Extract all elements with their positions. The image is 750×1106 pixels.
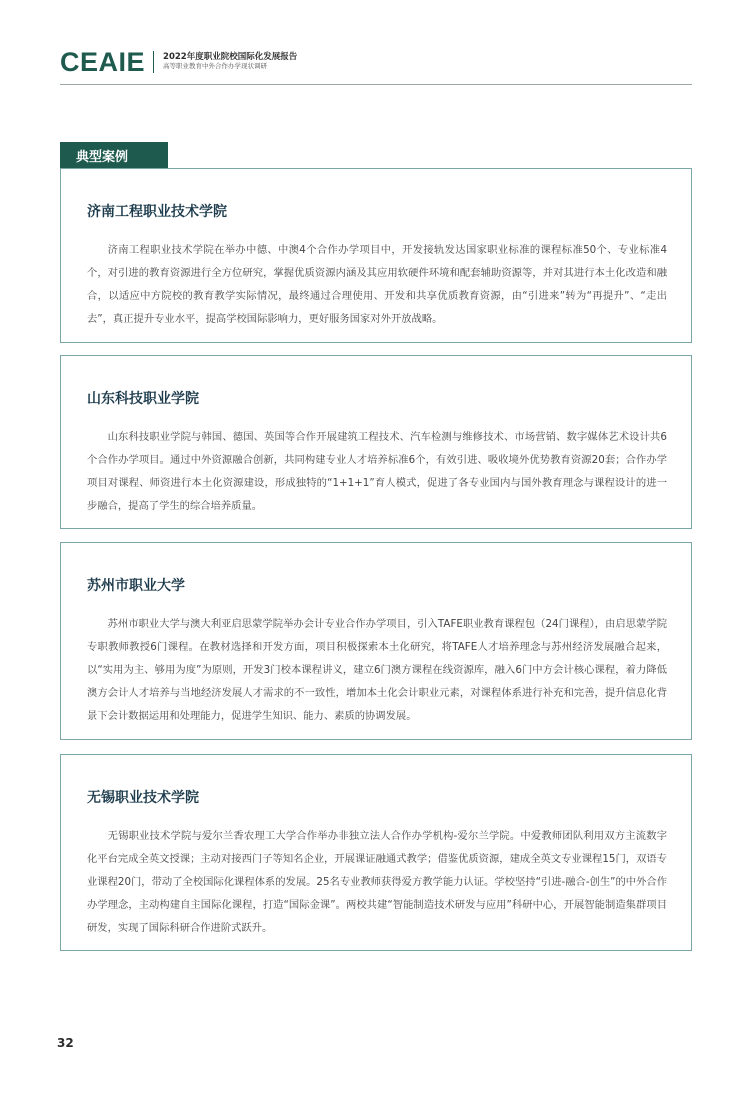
- case-title: 济南工程职业技术学院: [87, 204, 227, 220]
- case-body: 山东科技职业学院与韩国、德国、英国等合作开展建筑工程技术、汽车检测与维修技术、市场营销、数字媒体艺术设计共6个合作办学项目。通过中外资源融合创新，共同构建专业人才培养标准6个，有效引进、吸收境外优势教育资源20套；合作办学项目对课程、师资进行本土化资源建设，形成独特的“1+1+1”育人模式，促进了各专业国内与国外教育理念与课程设计的进一步融合，提高了学生的综合培养质量。: [87, 431, 667, 512]
- header-text: [163, 53, 297, 70]
- case-body: 济南工程职业技术学院在举办中德、中澳4个合作办学项目中，开发接轨发达国家职业标准的课程标准50个、专业标准4个，对引进的教育资源进行全方位研究，掌握优质资源内涵及其应用软硬件环境和配套辅助资源等，并对其进行本土化改造和融合，以适应中方院校的教育教学实际情况，最终通过合理使用、开发和共享优质教育资源，由“引进来”转为“再提升”、“走出去”，真正提升专业水平，提高学校国际影响力，更好服务国家对外开放战略。: [87, 244, 667, 325]
- report-subtitle: 高等职业教育中外合作办学现状调研: [163, 62, 268, 71]
- case-card: [60, 168, 692, 343]
- header-divider: [153, 51, 154, 73]
- ceaie-logo: CEAIE: [60, 46, 146, 77]
- case-card: [60, 355, 692, 529]
- case-card: [60, 754, 692, 951]
- page-header: [60, 42, 297, 82]
- case-title: 苏州市职业大学: [87, 578, 185, 594]
- case-body: 苏州市职业大学与澳大利亚启思蒙学院举办会计专业合作办学项目，引入TAFE职业教育课程包（24门课程），由启思蒙学院专职教师教授6门课程。在教材选择和开发方面，项目积极探索本土化研究，将TAFE人才培养理念与苏州经济发展融合起来，以“实用为主、够用为度”为原则，开发3门校本课程讲义，建立6门澳方课程在线资源库，融入6门中方会计核心课程，着力降低澳方会计人才培养与当地经济发展人才需求的不一致性，增加本土化会计职业元素，对课程体系进行补充和完善，提升信息化背景下会计数据运用和处理能力，促进学生知识、能力、素质的协调发展。: [87, 618, 667, 722]
- report-title: 2022年度职业院校国际化发展报告: [163, 52, 298, 63]
- case-title: 山东科技职业学院: [87, 391, 199, 407]
- header-rule: [60, 84, 692, 85]
- case-body: 无锡职业技术学院与爱尔兰香农理工大学合作举办非独立法人合作办学机构-爱尔兰学院。中爱教师团队利用双方主流数字化平台完成全英文授课；主动对接西门子等知名企业，开展课证融通式教学；借鉴优质资源，建成全英文专业课程15门，双语专业课程20门，带动了全校国际化课程体系的发展。25名专业教师获得爱方教学能力认证。学校坚持“引进-融合-创生”的中外合作办学理念，主动构建自主国际化课程，打造“国际金课”。两校共建“智能制造技术研发与应用”科研中心，开展智能制造集群项目研发，实现了国际科研合作进阶式跃升。: [87, 830, 667, 934]
- section-label: 典型案例: [60, 142, 168, 169]
- page-number: 32: [57, 1036, 74, 1050]
- case-card: [60, 542, 692, 740]
- case-title: 无锡职业技术学院: [87, 790, 199, 806]
